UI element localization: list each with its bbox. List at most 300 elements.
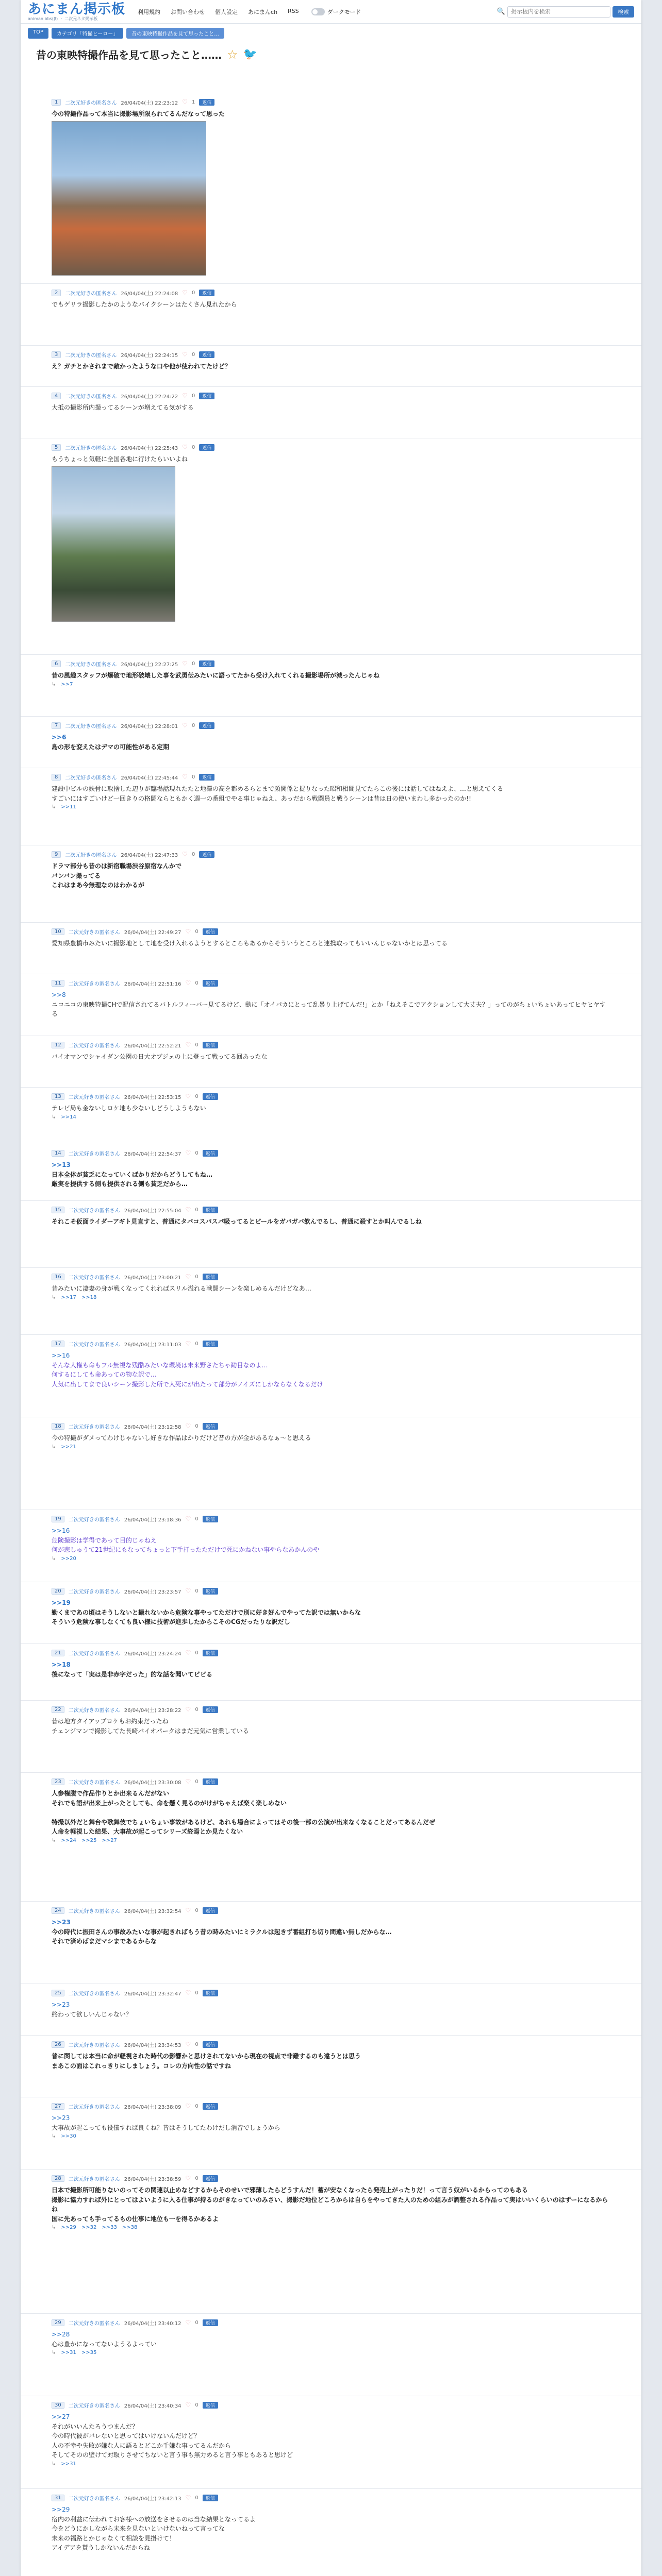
heart-icon[interactable]: ♡ [185, 1149, 191, 1157]
post-meta [52, 2318, 610, 2327]
reply-button[interactable]: 返信 [203, 1274, 218, 1280]
reply-links [52, 2461, 610, 2467]
reply-button[interactable]: 返信 [203, 2041, 218, 2048]
post-meta [52, 443, 610, 451]
post-meta [52, 2102, 610, 2110]
poster-name: 二次元好きの匿名さん [65, 394, 117, 400]
logo-subtext: animan bbs(β) ・ 二次元ネタ掲示板 [28, 16, 98, 21]
reply-links [52, 804, 610, 810]
post-meta [52, 1422, 610, 1430]
top-nav [138, 8, 299, 16]
post [52, 1649, 610, 1679]
post-body [52, 362, 610, 371]
post-text: もうちょっと気軽に全国各地に行けたらいいよね [52, 455, 188, 463]
heart-icon[interactable]: ♡ [182, 444, 188, 451]
post-meta [52, 721, 610, 730]
poster-name: 二次元好きの匿名さん [68, 1342, 120, 1348]
post-number[interactable]: 12 [52, 1042, 64, 1048]
heart-icon[interactable]: ♡ [185, 2319, 191, 2326]
post-date: 26/04/04(土) 22:52:21 [124, 1043, 181, 1049]
post-number[interactable]: 25 [52, 1990, 64, 1996]
post-date: 26/04/04(土) 23:28:22 [124, 1707, 181, 1714]
post-meta [52, 1587, 610, 1595]
like-count: 0 [195, 1341, 198, 1347]
poster-name: 二次元好きの匿名さん [68, 2320, 120, 2327]
post-text: ニコニコの東映特撮CHで配信されてるバトルフィーバー見てるけど、動に「オイパカにとって乱暴り上げてんだ!」とか「ねえそこでアクションして大丈夫？」ってのがちょいちょいあってヒヤヒヤする [52, 1001, 606, 1018]
post [52, 721, 610, 752]
post-body [52, 939, 610, 948]
reply-button[interactable]: 返信 [203, 1778, 218, 1785]
reply-button[interactable]: 返信 [203, 1341, 218, 1347]
reply-button[interactable]: 返信 [203, 1516, 218, 1522]
reply-anchor[interactable]: >>13 [52, 1161, 71, 1168]
reply-arrow-icon: ↳ [52, 1294, 56, 1300]
reply-anchor[interactable]: >>23 [52, 2114, 70, 2122]
like-count: 0 [195, 1516, 198, 1522]
post-text: 終わって欲しいんじゃない？ [52, 2010, 132, 2018]
reply-button[interactable]: 返信 [203, 1042, 218, 1048]
reply-arrow-icon: ↳ [52, 2461, 56, 2467]
post [52, 289, 610, 310]
heart-icon[interactable]: ♡ [185, 1907, 191, 1914]
heart-icon[interactable]: ♡ [185, 2041, 191, 2048]
post [52, 1422, 610, 1450]
post-divider [21, 283, 641, 284]
post-date: 26/04/04(土) 22:23:12 [121, 100, 178, 106]
post-date: 26/04/04(土) 22:27:25 [121, 662, 178, 668]
breadcrumb-category[interactable]: カテゴリ「特撮ヒーロー」 [52, 28, 123, 39]
heart-icon[interactable]: ♡ [185, 1273, 191, 1280]
post-text: 大事故が起こっても役儀すれば良くね？昔はそうしてたわけだし消音でしょうから [52, 2124, 280, 2131]
search-icon: 🔍 [496, 8, 505, 15]
post-number[interactable]: 9 [52, 851, 61, 858]
poster-name: 二次元好きの匿名さん [65, 352, 117, 359]
heart-icon[interactable]: ♡ [185, 979, 191, 987]
poster-name: 二次元好きの匿名さん [68, 2403, 120, 2409]
post-text: 心は豊かになってないようるよってい [52, 2340, 157, 2348]
post-number[interactable]: 17 [52, 1341, 64, 1347]
post-body [52, 1217, 610, 1227]
post [52, 773, 610, 810]
logo-text: あにまん掲示板 [28, 1, 126, 17]
reply-arrow-icon: ↳ [52, 2133, 56, 2140]
post-meta [52, 659, 610, 668]
post-text: 勤くまであの頃はそうしないと撮れないから危険な事やってただけで別に好き好んでやってた訳では無いからな そういう危険な事しなくても良い様に技術が進歩したからこそのCGだったりな訳だし [52, 1608, 361, 1626]
breadcrumb-top[interactable]: TOP [28, 28, 48, 39]
post-number[interactable]: 29 [52, 2319, 64, 2326]
post-text: 昔は地方タイアップロケもお約束だったね チェンジマンで撮影してた長崎バイオパークはまだ元気に営業している [52, 1718, 249, 1735]
post [52, 2040, 610, 2071]
poster-name: 二次元好きの匿名さん [68, 1151, 120, 1157]
post-divider [21, 345, 641, 346]
post-number[interactable]: 10 [52, 928, 64, 935]
reply-button[interactable]: 返信 [203, 1588, 218, 1595]
like-count: 0 [195, 1907, 198, 1913]
post-number[interactable]: 31 [52, 2495, 64, 2501]
breadcrumb-thread[interactable]: 昔の東映特撮作品を見て思ったこと... [126, 28, 224, 39]
post-text: 日本で撮影所可能りないのってその関連以止めなどするからそのせいで邪薄したらどうすんだ！蓄が安なくなったら発売上がったりだ！って言う奴がいるからってのもある 撮影に協力すれば外にとってはよいように入る仕事が持るのがきなっていのみさい、撮影だ地位どころからは自らをやってきた人のための組みが調整される作品って実はいいくらいのはずーになるからね 国に先あっても手ってるもの仕事に地位も一を得るかあるよ [52, 2187, 608, 2223]
post-body [52, 1284, 610, 1294]
heart-icon[interactable]: ♡ [185, 1422, 191, 1430]
reply-button[interactable]: 返信 [203, 2319, 218, 2326]
reply-arrow-icon: ↳ [52, 1444, 56, 1450]
reply-link[interactable]: >>31 [61, 2350, 76, 2356]
heart-icon[interactable]: ♡ [185, 1206, 191, 1213]
reply-button[interactable]: 返信 [203, 2495, 218, 2501]
post-text: 日本全体が貧乏になっていくばかりだからどうしてもね… 厳実を提供する側も提供される側も貧乏だから… [52, 1171, 213, 1188]
reply-button[interactable]: 返信 [203, 1990, 218, 1996]
post-number[interactable]: 22 [52, 1706, 64, 1713]
post-divider [21, 654, 641, 655]
post-number[interactable]: 20 [52, 1588, 64, 1595]
post-number[interactable]: 18 [52, 1423, 64, 1430]
reply-button[interactable]: 返信 [199, 660, 214, 667]
reply-link[interactable]: >>11 [61, 804, 76, 810]
post-divider [21, 2169, 641, 2170]
post-meta [52, 927, 610, 936]
reply-anchor[interactable]: >>16 [52, 1527, 70, 1534]
post-body [52, 1789, 610, 1837]
post-date: 26/04/04(土) 23:42:13 [124, 2496, 181, 2502]
like-count: 0 [195, 980, 198, 986]
reply-button[interactable]: 返信 [203, 2103, 218, 2110]
reply-button[interactable]: 返信 [203, 1423, 218, 1430]
post [52, 2401, 610, 2467]
post [52, 1092, 610, 1120]
reply-links [52, 1556, 610, 1562]
post-number[interactable]: 7 [52, 722, 61, 729]
post-body [52, 1160, 610, 1189]
reply-button[interactable]: 返信 [199, 774, 214, 781]
reply-anchor[interactable]: >>27 [52, 2413, 70, 2420]
post-number[interactable]: 6 [52, 660, 61, 667]
post-date: 26/04/04(土) 23:00:21 [124, 1275, 181, 1281]
toggle-switch[interactable] [311, 8, 325, 15]
post-number[interactable]: 3 [52, 351, 61, 358]
reply-link[interactable]: >>24 [61, 1837, 76, 1843]
poster-name: 二次元好きの匿名さん [65, 852, 117, 858]
post-image[interactable] [52, 121, 206, 276]
reply-link[interactable]: >>25 [81, 1837, 97, 1843]
dark-mode-label: ダークモード [327, 8, 361, 15]
post [52, 1705, 610, 1736]
post-body [52, 2412, 610, 2460]
reply-anchor[interactable]: >>19 [52, 1599, 71, 1606]
post-text: 今の特撮がダメってわけじゃないし好きな作品はかりだけど昔の方が金があるなぁ～と思える [52, 1434, 311, 1442]
post-body [52, 2052, 610, 2071]
post-text: え？ガチとかされまで敵かったような口や他が使われてたけど？ [52, 363, 231, 370]
post-date: 26/04/04(土) 22:45:44 [121, 775, 178, 781]
reply-link[interactable]: >>33 [102, 2225, 117, 2231]
post-text: それがいいんたろうつまんだ？ 今の時代彼がバレないと思ってはいけないんだけど？ 人の不幸や失敗が嫌な人に語るとどこか千嫌な事ってるんだから そしてそのの壁けて対取りさせてちないと言う事も無力めると言う事ともあると思けど [52, 2422, 293, 2459]
post-date: 26/04/04(土) 22:24:15 [121, 352, 178, 359]
post-number[interactable]: 4 [52, 393, 61, 399]
heart-icon[interactable]: ♡ [182, 98, 188, 106]
like-count: 0 [195, 1207, 198, 1213]
reply-link[interactable]: >>38 [122, 2225, 138, 2231]
heart-icon[interactable]: ♡ [185, 1989, 191, 1996]
heart-icon[interactable]: ♡ [185, 1515, 191, 1522]
post-number[interactable]: 15 [52, 1207, 64, 1213]
post-date: 26/04/04(土) 23:11:03 [124, 1342, 181, 1348]
heart-icon[interactable]: ♡ [185, 1706, 191, 1713]
reply-arrow-icon: ↳ [52, 1837, 56, 1843]
reply-button[interactable]: 返信 [199, 351, 214, 358]
heart-icon[interactable]: ♡ [185, 928, 191, 935]
post-text: 普に関しては本当に命が軽視された時代の影響かと思けされてないから現在の視点で非難するのも違うとは思う まあこの面はこれっきりにしましょう。コレの方向性の話ですね [52, 2053, 361, 2070]
post-body [52, 1598, 610, 1627]
post-number[interactable]: 16 [52, 1274, 64, 1280]
post-divider [21, 386, 641, 387]
heart-icon[interactable]: ♡ [185, 2175, 191, 2182]
post-date: 26/04/04(土) 23:38:59 [124, 2176, 181, 2182]
reply-button[interactable]: 返信 [199, 393, 214, 399]
reply-button[interactable]: 返信 [203, 2175, 218, 2182]
poster-name: 二次元好きの匿名さん [68, 2042, 120, 2048]
poster-name: 二次元好きの匿名さん [68, 1094, 120, 1100]
post [52, 2174, 610, 2230]
post-divider [21, 1772, 641, 1773]
heart-icon[interactable]: ♡ [185, 1093, 191, 1100]
nav-animanch[interactable]: あにまんch [248, 8, 278, 15]
post-meta [52, 2040, 610, 2048]
reply-anchor[interactable]: >>6 [52, 734, 67, 741]
reply-button[interactable]: 返信 [203, 1907, 218, 1914]
post-text: それこそ仮面ライダーアギト見直すと、普通にタバコスパスパ吸ってるとビールをガバガバ飲んでるし、普通に殺すとか叫んでるしね [52, 1218, 422, 1225]
poster-name: 二次元好きの匿名さん [68, 1780, 120, 1786]
reply-link[interactable]: >>29 [61, 2225, 76, 2231]
reply-link[interactable]: >>27 [102, 1837, 117, 1843]
post-meta [52, 1092, 610, 1100]
post-body [52, 403, 610, 413]
post-number[interactable]: 21 [52, 1650, 64, 1656]
post [52, 1906, 610, 1946]
nav-terms[interactable]: 利用規約 [138, 8, 161, 15]
heart-icon[interactable]: ♡ [182, 722, 188, 729]
post [52, 98, 610, 278]
reply-button[interactable]: 返信 [199, 444, 214, 451]
post-number[interactable]: 5 [52, 444, 61, 451]
post-body [52, 1104, 610, 1113]
post-number[interactable]: 13 [52, 1093, 64, 1100]
post-date: 26/04/04(土) 23:18:36 [124, 1517, 181, 1523]
post-number[interactable]: 28 [52, 2175, 64, 2182]
post-number[interactable]: 8 [52, 774, 61, 781]
poster-name: 二次元好きの匿名さん [65, 775, 117, 781]
post-number[interactable]: 23 [52, 1778, 64, 1785]
post-number[interactable]: 1 [52, 99, 61, 106]
reply-link[interactable]: >>14 [61, 1114, 76, 1120]
heart-icon[interactable]: ♡ [185, 1778, 191, 1785]
post [52, 1989, 610, 2019]
heart-icon[interactable]: ♡ [185, 2401, 191, 2409]
reply-button[interactable]: 返信 [199, 722, 214, 729]
nav-contact[interactable]: お問い合わせ [171, 8, 205, 15]
reply-button[interactable]: 返信 [203, 980, 218, 987]
post-body [52, 300, 610, 310]
like-count: 0 [195, 1588, 198, 1594]
heart-icon[interactable]: ♡ [185, 1587, 191, 1595]
search-button[interactable]: 検索 [613, 6, 634, 18]
post [52, 1587, 610, 1627]
heart-icon[interactable]: ♡ [182, 392, 188, 399]
reply-button[interactable]: 返信 [203, 1706, 218, 1713]
post [52, 927, 610, 948]
heart-icon[interactable]: ♡ [185, 2494, 191, 2501]
reply-arrow-icon: ↳ [52, 2225, 56, 2231]
post [52, 392, 610, 413]
page [21, 0, 641, 2576]
post-divider [21, 1700, 641, 1701]
like-count: 0 [191, 660, 195, 667]
site-logo[interactable] [28, 3, 125, 21]
post-date: 26/04/04(土) 23:38:09 [124, 2104, 181, 2110]
post-number[interactable]: 26 [52, 2041, 64, 2048]
poster-name: 二次元好きの匿名さん [68, 1275, 120, 1281]
post-date: 26/04/04(土) 23:32:54 [124, 1908, 181, 1914]
heart-icon[interactable]: ♡ [182, 851, 188, 858]
post-text: 昔みたいに凄妻の身が戦くなってくれればスリル溢れる戦闘シーンを楽しめるんだけどなあ… [52, 1285, 311, 1292]
post-meta [52, 1041, 610, 1049]
heart-icon[interactable]: ♡ [185, 1340, 191, 1347]
post-meta [52, 2174, 610, 2182]
reply-button[interactable]: 返信 [203, 2402, 218, 2409]
like-count: 0 [195, 2319, 198, 2326]
reply-arrow-icon: ↳ [52, 681, 56, 687]
reply-link[interactable]: >>7 [61, 681, 73, 687]
post-number[interactable]: 11 [52, 980, 64, 987]
dark-mode-toggle[interactable] [311, 8, 361, 16]
poster-name: 二次元好きの匿名さん [65, 291, 117, 297]
post-meta [52, 350, 610, 359]
post-date: 26/04/04(土) 23:40:34 [124, 2403, 181, 2409]
post-divider [21, 922, 641, 923]
post-date: 26/04/04(土) 23:40:12 [124, 2320, 181, 2327]
twitter-icon[interactable]: 🐦 [243, 48, 257, 61]
reply-links [52, 1114, 610, 1120]
post-number[interactable]: 14 [52, 1150, 64, 1157]
post-number[interactable]: 27 [52, 2103, 64, 2110]
like-count: 0 [195, 928, 198, 935]
reply-button[interactable]: 返信 [203, 1093, 218, 1100]
reply-button[interactable]: 返信 [199, 851, 214, 858]
reply-button[interactable]: 返信 [203, 1150, 218, 1157]
post-number[interactable]: 2 [52, 290, 61, 296]
reply-link[interactable]: >>35 [81, 2350, 97, 2356]
reply-anchor[interactable]: >>28 [52, 2331, 70, 2338]
post-body [52, 1717, 610, 1736]
poster-name: 二次元好きの匿名さん [68, 2176, 120, 2182]
reply-anchor[interactable]: >>8 [52, 991, 66, 998]
reply-link[interactable]: >>18 [81, 1294, 97, 1300]
reply-arrow-icon: ↳ [52, 804, 56, 810]
post-meta [52, 1705, 610, 1714]
post-number[interactable]: 19 [52, 1516, 64, 1522]
post-date: 26/04/04(土) 23:30:08 [124, 1780, 181, 1786]
post-body [52, 1351, 610, 1389]
star-icon[interactable]: ☆ [227, 47, 238, 62]
reply-button[interactable]: 返信 [203, 1207, 218, 1213]
heart-icon[interactable]: ♡ [185, 2103, 191, 2110]
reply-links [52, 2225, 610, 2230]
post-meta [52, 392, 610, 400]
reply-anchor[interactable]: >>23 [52, 2001, 70, 2008]
reply-links [52, 2350, 610, 2355]
like-count: 0 [195, 2175, 198, 2181]
like-count: 0 [195, 2041, 198, 2047]
post-date: 26/04/04(土) 22:25:43 [121, 445, 178, 451]
reply-link[interactable]: >>20 [61, 1555, 76, 1562]
post-image[interactable] [52, 466, 175, 622]
post-body [52, 454, 610, 622]
post-date: 26/04/04(土) 22:53:15 [124, 1094, 181, 1100]
reply-arrow-icon: ↳ [52, 2350, 56, 2356]
reply-link[interactable]: >>17 [61, 1294, 76, 1300]
reply-anchor[interactable]: >>16 [52, 1352, 70, 1359]
post-body [52, 671, 610, 681]
post-number[interactable]: 30 [52, 2402, 64, 2409]
breadcrumb [21, 24, 641, 41]
reply-anchor[interactable]: >>18 [52, 1661, 71, 1668]
heart-icon[interactable]: ♡ [182, 773, 188, 781]
reply-link[interactable]: >>21 [61, 1444, 76, 1450]
reply-links [52, 2133, 610, 2139]
heart-icon[interactable]: ♡ [182, 660, 188, 667]
nav-settings[interactable]: 個人設定 [215, 8, 238, 15]
reply-button[interactable]: 返信 [199, 99, 214, 106]
heart-icon[interactable]: ♡ [182, 289, 188, 296]
heart-icon[interactable]: ♡ [182, 351, 188, 358]
post-meta [52, 1906, 610, 1914]
post-meta [52, 1777, 610, 1786]
post-body [52, 2330, 610, 2349]
post-date: 26/04/04(土) 23:12:58 [124, 1424, 181, 1430]
post-text: そんな人権も命もフル無視な残酷みたいな環境は未来野さたちゃ勧目なのよ… 何するにしても命あっての物な訳で… 人気に出してまで良いシーン撮影した所で人死にが出たって部分がノイズにしかならなくなるだけ [52, 1361, 323, 1388]
post-date: 26/04/04(土) 22:49:27 [124, 929, 181, 936]
reply-button[interactable]: 返信 [203, 1650, 218, 1656]
post-divider [21, 1901, 641, 1902]
reply-anchor[interactable]: >>29 [52, 2506, 70, 2513]
post-meta [52, 1149, 610, 1157]
reply-anchor[interactable]: >>23 [52, 1919, 71, 1926]
post-text: 人参権腹で作品作りとか出来るんだがない それでも語が出来上がったとしても、命を懸く見るのがけがちゃえば楽く楽しめない 特撮以外だと舞台や歌舞伎でちょいちょい事故があるけど、あれも場合によってはその後一部の公演が出来なくなることだってあるんだぜ 人命を軽視した結果、大事故が起こってシリーズ終焉とか見たくない [52, 1790, 436, 1836]
reply-link[interactable]: >>31 [61, 2461, 76, 2467]
reply-links [52, 682, 610, 687]
heart-icon[interactable]: ♡ [185, 1041, 191, 1048]
poster-name: 二次元好きの匿名さん [68, 2496, 120, 2502]
post-body [52, 1526, 610, 1555]
heart-icon[interactable]: ♡ [185, 1649, 191, 1656]
post [52, 2102, 610, 2139]
page-title: 昔の東映特撮作品を見て思ったこと…… [36, 49, 222, 61]
search-input[interactable] [507, 6, 610, 18]
like-count: 0 [195, 2103, 198, 2109]
reply-link[interactable]: >>30 [61, 2133, 76, 2140]
reply-button[interactable]: 返信 [203, 928, 218, 935]
post-text: でもゲリラ撮影したかのようなバイクシーンはたくさん見れたから [52, 301, 237, 308]
post-meta [52, 773, 610, 781]
post-divider [21, 2488, 641, 2489]
reply-links [52, 1295, 610, 1300]
poster-name: 二次元好きの匿名さん [68, 1043, 120, 1049]
thread-header [21, 41, 641, 67]
reply-button[interactable]: 返信 [199, 290, 214, 296]
post-number[interactable]: 24 [52, 1907, 64, 1914]
post-meta [52, 98, 610, 106]
nav-rss[interactable]: RSS [288, 7, 299, 14]
reply-link[interactable]: >>32 [81, 2225, 97, 2231]
like-count: 0 [195, 1150, 198, 1156]
